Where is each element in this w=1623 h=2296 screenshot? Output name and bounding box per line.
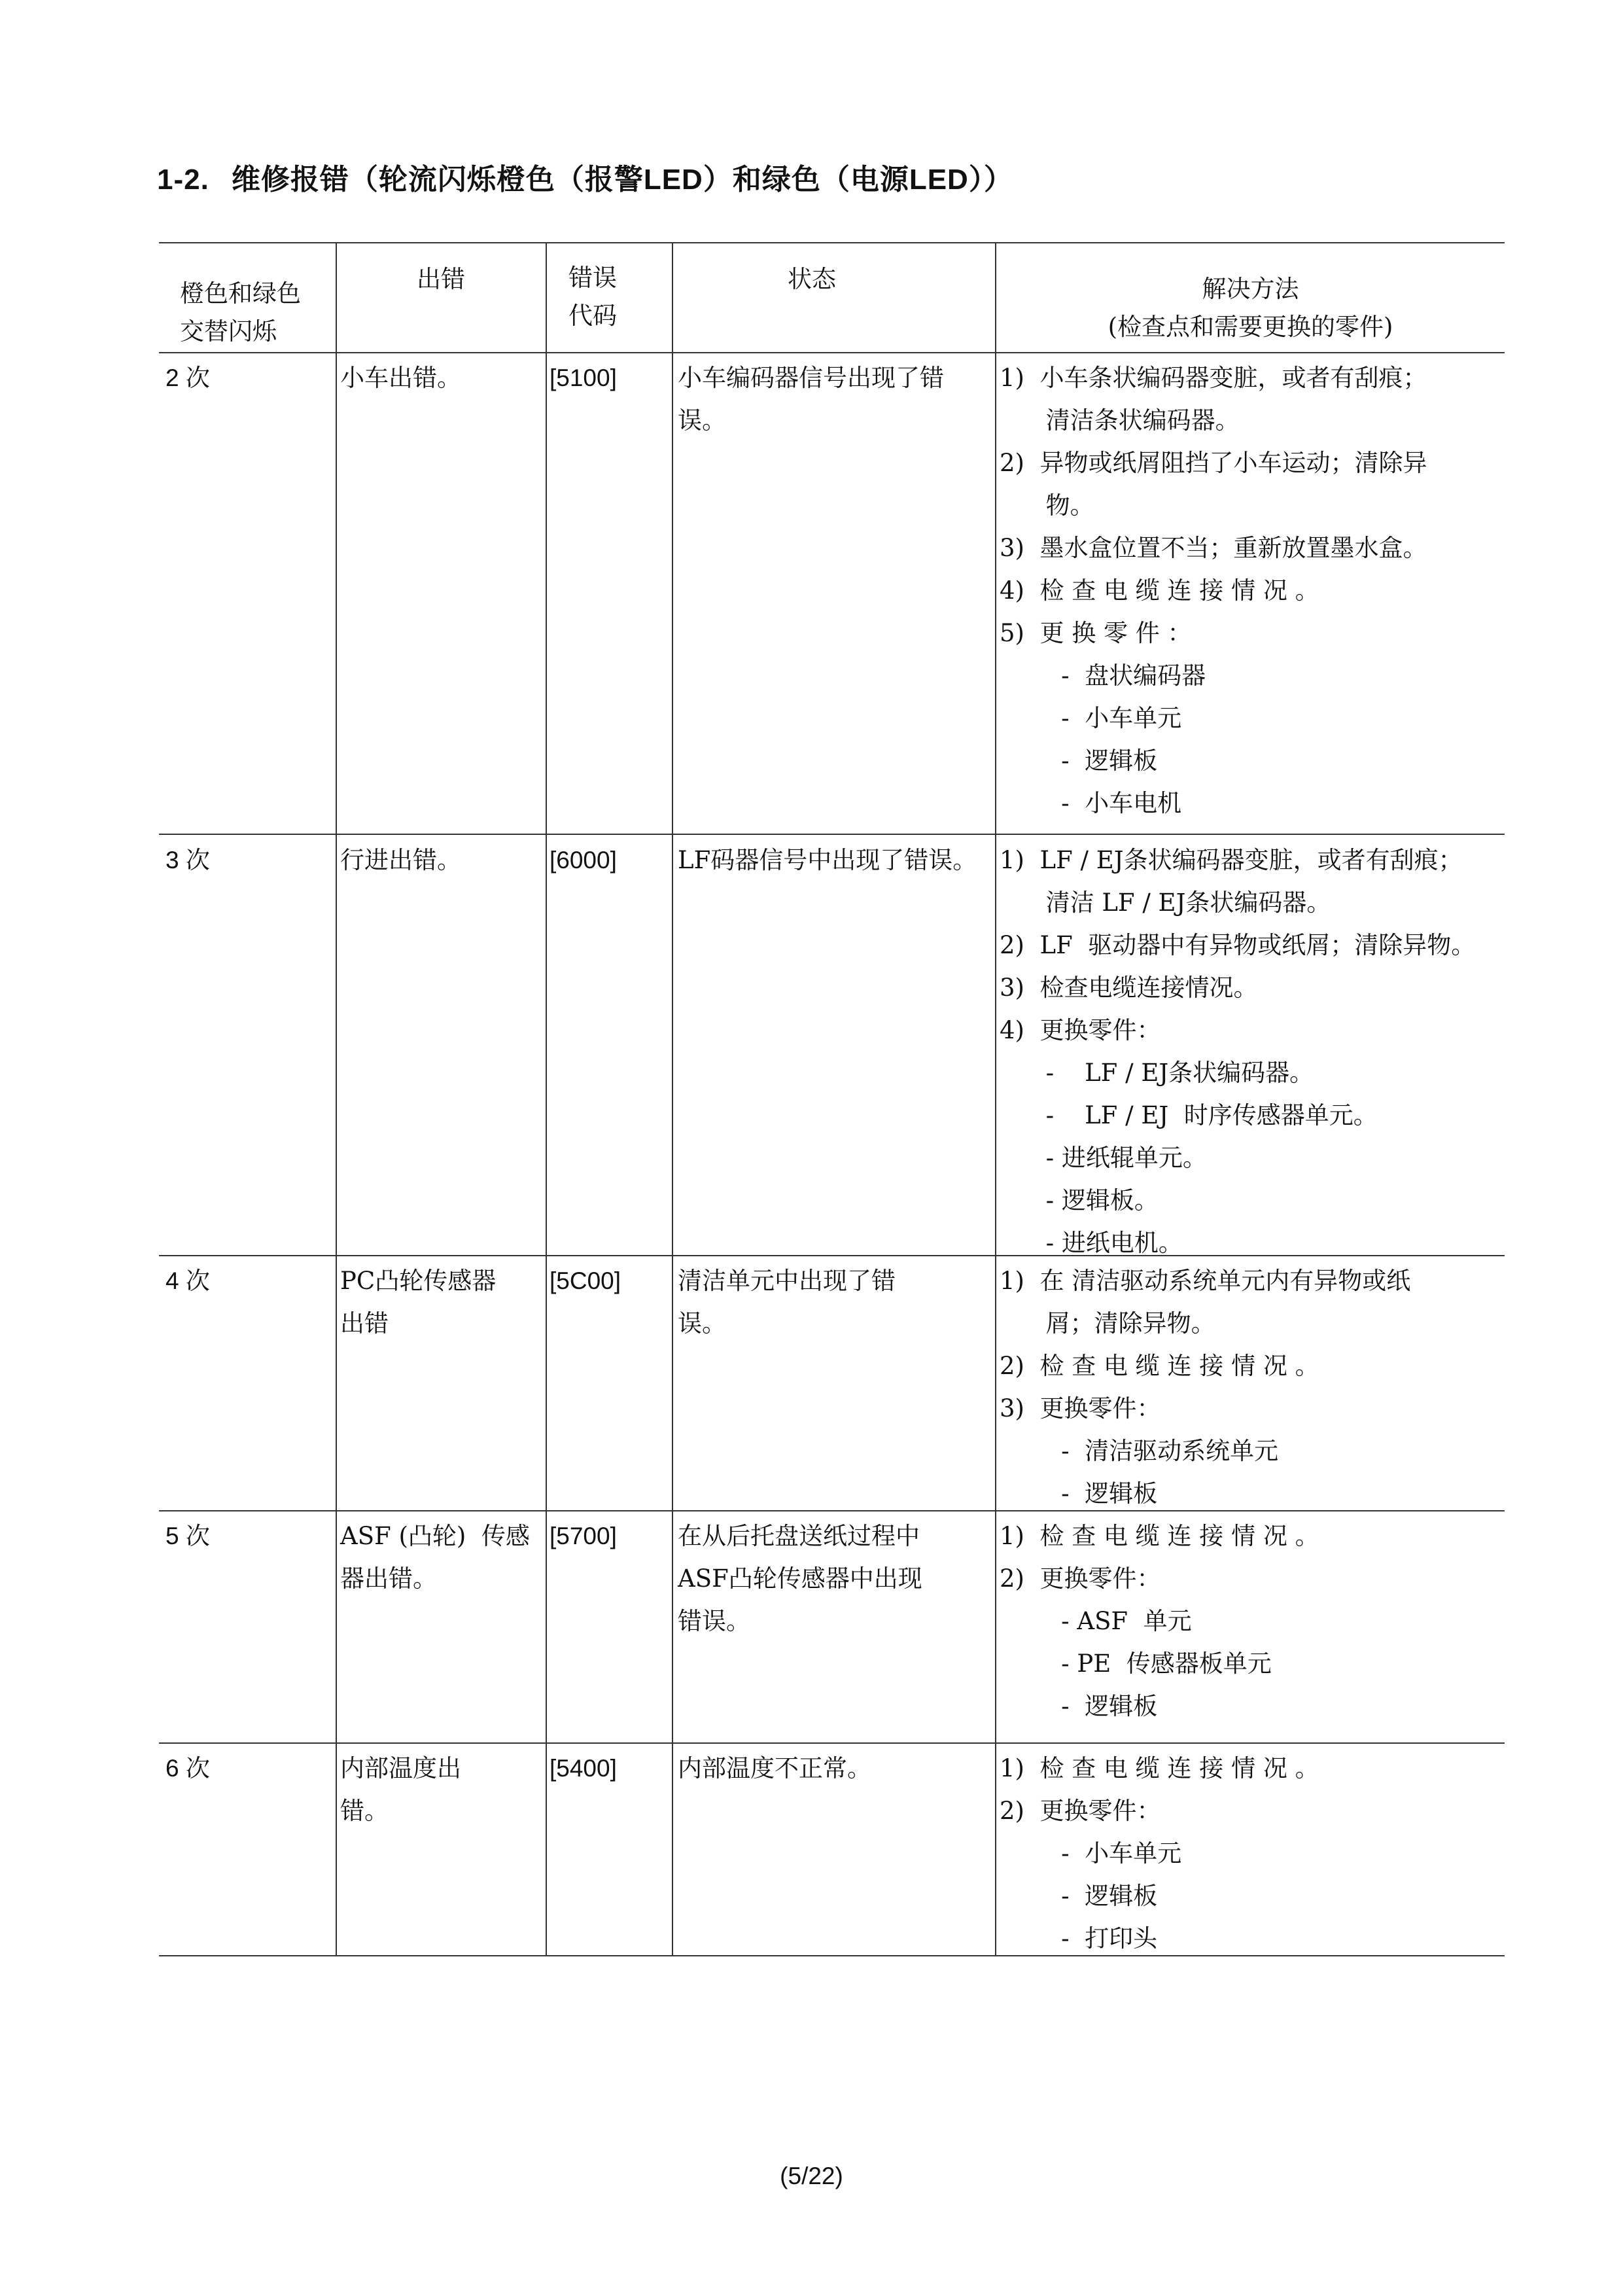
row-solution-line: 1) 检 查 电 缆 连 接 情 况 。	[1000, 1522, 1319, 1550]
row-solution-line: - 逻辑板	[1000, 1882, 1158, 1910]
header-error: 出错	[417, 265, 465, 293]
section-title-text: 维修报错（轮流闪烁橙色（报警LED）和绿色（电源LED））	[231, 164, 1013, 196]
row-status-line: 小车编码器信号出现了错	[678, 364, 944, 392]
header-blink: 橙色和绿色 交替闪烁	[180, 279, 301, 345]
row-solution-line: - 盘状编码器	[1000, 662, 1206, 690]
row-solution	[1000, 1747, 1319, 1960]
row-solution-line: - 小车电机	[1000, 789, 1182, 817]
row-solution-line: - 进纸电机。	[1000, 1229, 1183, 1257]
row-solution-line: - 逻辑板	[1000, 747, 1158, 775]
row-error-line: 行进出错。	[340, 846, 461, 874]
row-status	[678, 1515, 922, 1642]
row-solution-line: 2) 异物或纸屑阻挡了小车运动；清除异	[1000, 449, 1427, 477]
row-blink	[166, 1515, 210, 1557]
row-solution-line: - ASF 单元	[1000, 1607, 1192, 1635]
row-blink-line: 6 次	[166, 1755, 210, 1782]
row-blink-line: 2 次	[166, 364, 210, 391]
row-solution-line: 2) LF 驱动器中有异物或纸屑；清除异物。	[1000, 931, 1476, 959]
row-solution-line: 4) 检 查 电 缆 连 接 情 况 。	[1000, 576, 1319, 605]
row-code	[550, 1515, 617, 1557]
row-rule-4	[159, 1742, 1505, 1744]
row-code	[550, 357, 617, 399]
row-solution-line: 1) LF / EJ条状编码器变脏，或者有刮痕；	[1000, 846, 1463, 874]
row-status	[678, 839, 977, 881]
row-solution-line: - 进纸辊单元。	[1000, 1144, 1207, 1172]
row-blink-line: 3 次	[166, 847, 210, 874]
row-solution-line: 1) 检 查 电 缆 连 接 情 况 。	[1000, 1754, 1319, 1782]
row-error	[340, 357, 461, 399]
row-solution-line: 2) 检 查 电 缆 连 接 情 况 。	[1000, 1352, 1319, 1380]
row-status	[678, 1260, 896, 1345]
row-status-line: LF码器信号中出现了错误。	[678, 846, 977, 874]
row-status	[678, 357, 944, 442]
row-error	[340, 1747, 461, 1832]
header-solution: 解决方法 (检查点和需要更换的零件)	[1108, 275, 1393, 341]
header-status: 状态	[788, 265, 836, 293]
row-solution-line: 屑；清除异物。	[1000, 1309, 1215, 1337]
row-blink-line: 5 次	[166, 1523, 210, 1549]
row-code-line: [5100]	[550, 364, 617, 391]
row-solution-line: 2) 更换零件：	[1000, 1797, 1161, 1825]
row-solution-line: 3) 检查电缆连接情况。	[1000, 974, 1258, 1002]
row-blink	[166, 357, 210, 399]
col-divider-4	[995, 242, 996, 1956]
row-solution-line: 2) 更换零件：	[1000, 1564, 1161, 1593]
col-divider-1	[336, 242, 337, 1956]
section-title	[157, 156, 1013, 198]
row-status-line: 在从后托盘送纸过程中	[678, 1522, 920, 1550]
row-rule-1	[159, 834, 1505, 835]
col-divider-3	[672, 242, 673, 1956]
row-error-line: 错。	[340, 1797, 389, 1825]
row-error-line: ASF (凸轮) 传感	[340, 1522, 530, 1550]
row-solution	[1000, 357, 1427, 824]
row-error-line: 出错	[340, 1309, 389, 1337]
row-error-line: 小车出错。	[340, 364, 461, 392]
table-top-rule	[159, 242, 1505, 243]
section-number: 1-2.	[157, 164, 209, 196]
row-solution-line: - PE 传感器板单元	[1000, 1650, 1272, 1678]
row-solution-line: 1) 小车条状编码器变脏，或者有刮痕；	[1000, 364, 1427, 392]
row-solution-line: - 清洁驱动系统单元	[1000, 1437, 1279, 1465]
row-solution	[1000, 839, 1475, 1264]
row-blink	[166, 1747, 210, 1790]
row-blink	[166, 839, 210, 881]
row-solution-line: 清洁 LF / EJ条状编码器。	[1000, 889, 1331, 917]
row-status-line: ASF凸轮传感器中出现	[678, 1564, 922, 1593]
header-code: 错误 代码	[568, 264, 617, 330]
row-solution-line: 3) 更换零件：	[1000, 1394, 1161, 1422]
row-solution-line: - LF / EJ条状编码器。	[1000, 1059, 1314, 1087]
row-solution-line: - 打印头	[1000, 1924, 1158, 1952]
row-code-line: [6000]	[550, 847, 617, 874]
row-solution-line: - 小车单元	[1000, 704, 1182, 732]
row-solution-line: 5) 更 换 零 件 ：	[1000, 619, 1192, 647]
row-solution-line: - 小车单元	[1000, 1839, 1182, 1867]
row-blink	[166, 1260, 210, 1302]
row-error	[340, 1260, 496, 1345]
row-code	[550, 1260, 621, 1302]
col-divider-2	[546, 242, 547, 1956]
row-code	[550, 1747, 617, 1790]
row-solution-line: - 逻辑板	[1000, 1692, 1158, 1720]
row-status-line: 内部温度不正常。	[678, 1754, 871, 1782]
page-number: (5/22)	[780, 2163, 843, 2189]
row-error	[340, 1515, 530, 1600]
row-solution-line: 3) 墨水盒位置不当；重新放置墨水盒。	[1000, 534, 1427, 562]
row-code-line: [5C00]	[550, 1267, 621, 1294]
row-error-line: PC凸轮传感器	[340, 1267, 497, 1295]
row-solution-line: - 逻辑板	[1000, 1479, 1158, 1508]
header-rule	[159, 352, 1505, 353]
row-error-line: 内部温度出	[340, 1754, 461, 1782]
row-error	[340, 839, 461, 881]
row-error-line: 器出错。	[340, 1564, 437, 1593]
row-status-line: 错误。	[678, 1607, 750, 1635]
row-solution-line: - LF / EJ 时序传感器单元。	[1000, 1101, 1378, 1129]
row-solution-line: 清洁条状编码器。	[1000, 406, 1240, 434]
row-status	[678, 1747, 871, 1790]
row-code	[550, 839, 617, 881]
row-solution	[1000, 1515, 1319, 1727]
row-solution-line: 物。	[1000, 491, 1094, 520]
row-code-line: [5400]	[550, 1755, 617, 1782]
row-solution-line: 1) 在 清洁驱动系统单元内有异物或纸	[1000, 1267, 1411, 1295]
row-blink-line: 4 次	[166, 1267, 210, 1294]
row-status-line: 清洁单元中出现了错	[678, 1267, 896, 1295]
row-status-line: 误。	[678, 1309, 726, 1337]
row-code-line: [5700]	[550, 1523, 617, 1549]
row-solution	[1000, 1260, 1410, 1515]
row-status-line: 误。	[678, 406, 726, 434]
row-solution-line: - 逻辑板。	[1000, 1186, 1159, 1214]
row-solution-line: 4) 更换零件：	[1000, 1016, 1161, 1044]
